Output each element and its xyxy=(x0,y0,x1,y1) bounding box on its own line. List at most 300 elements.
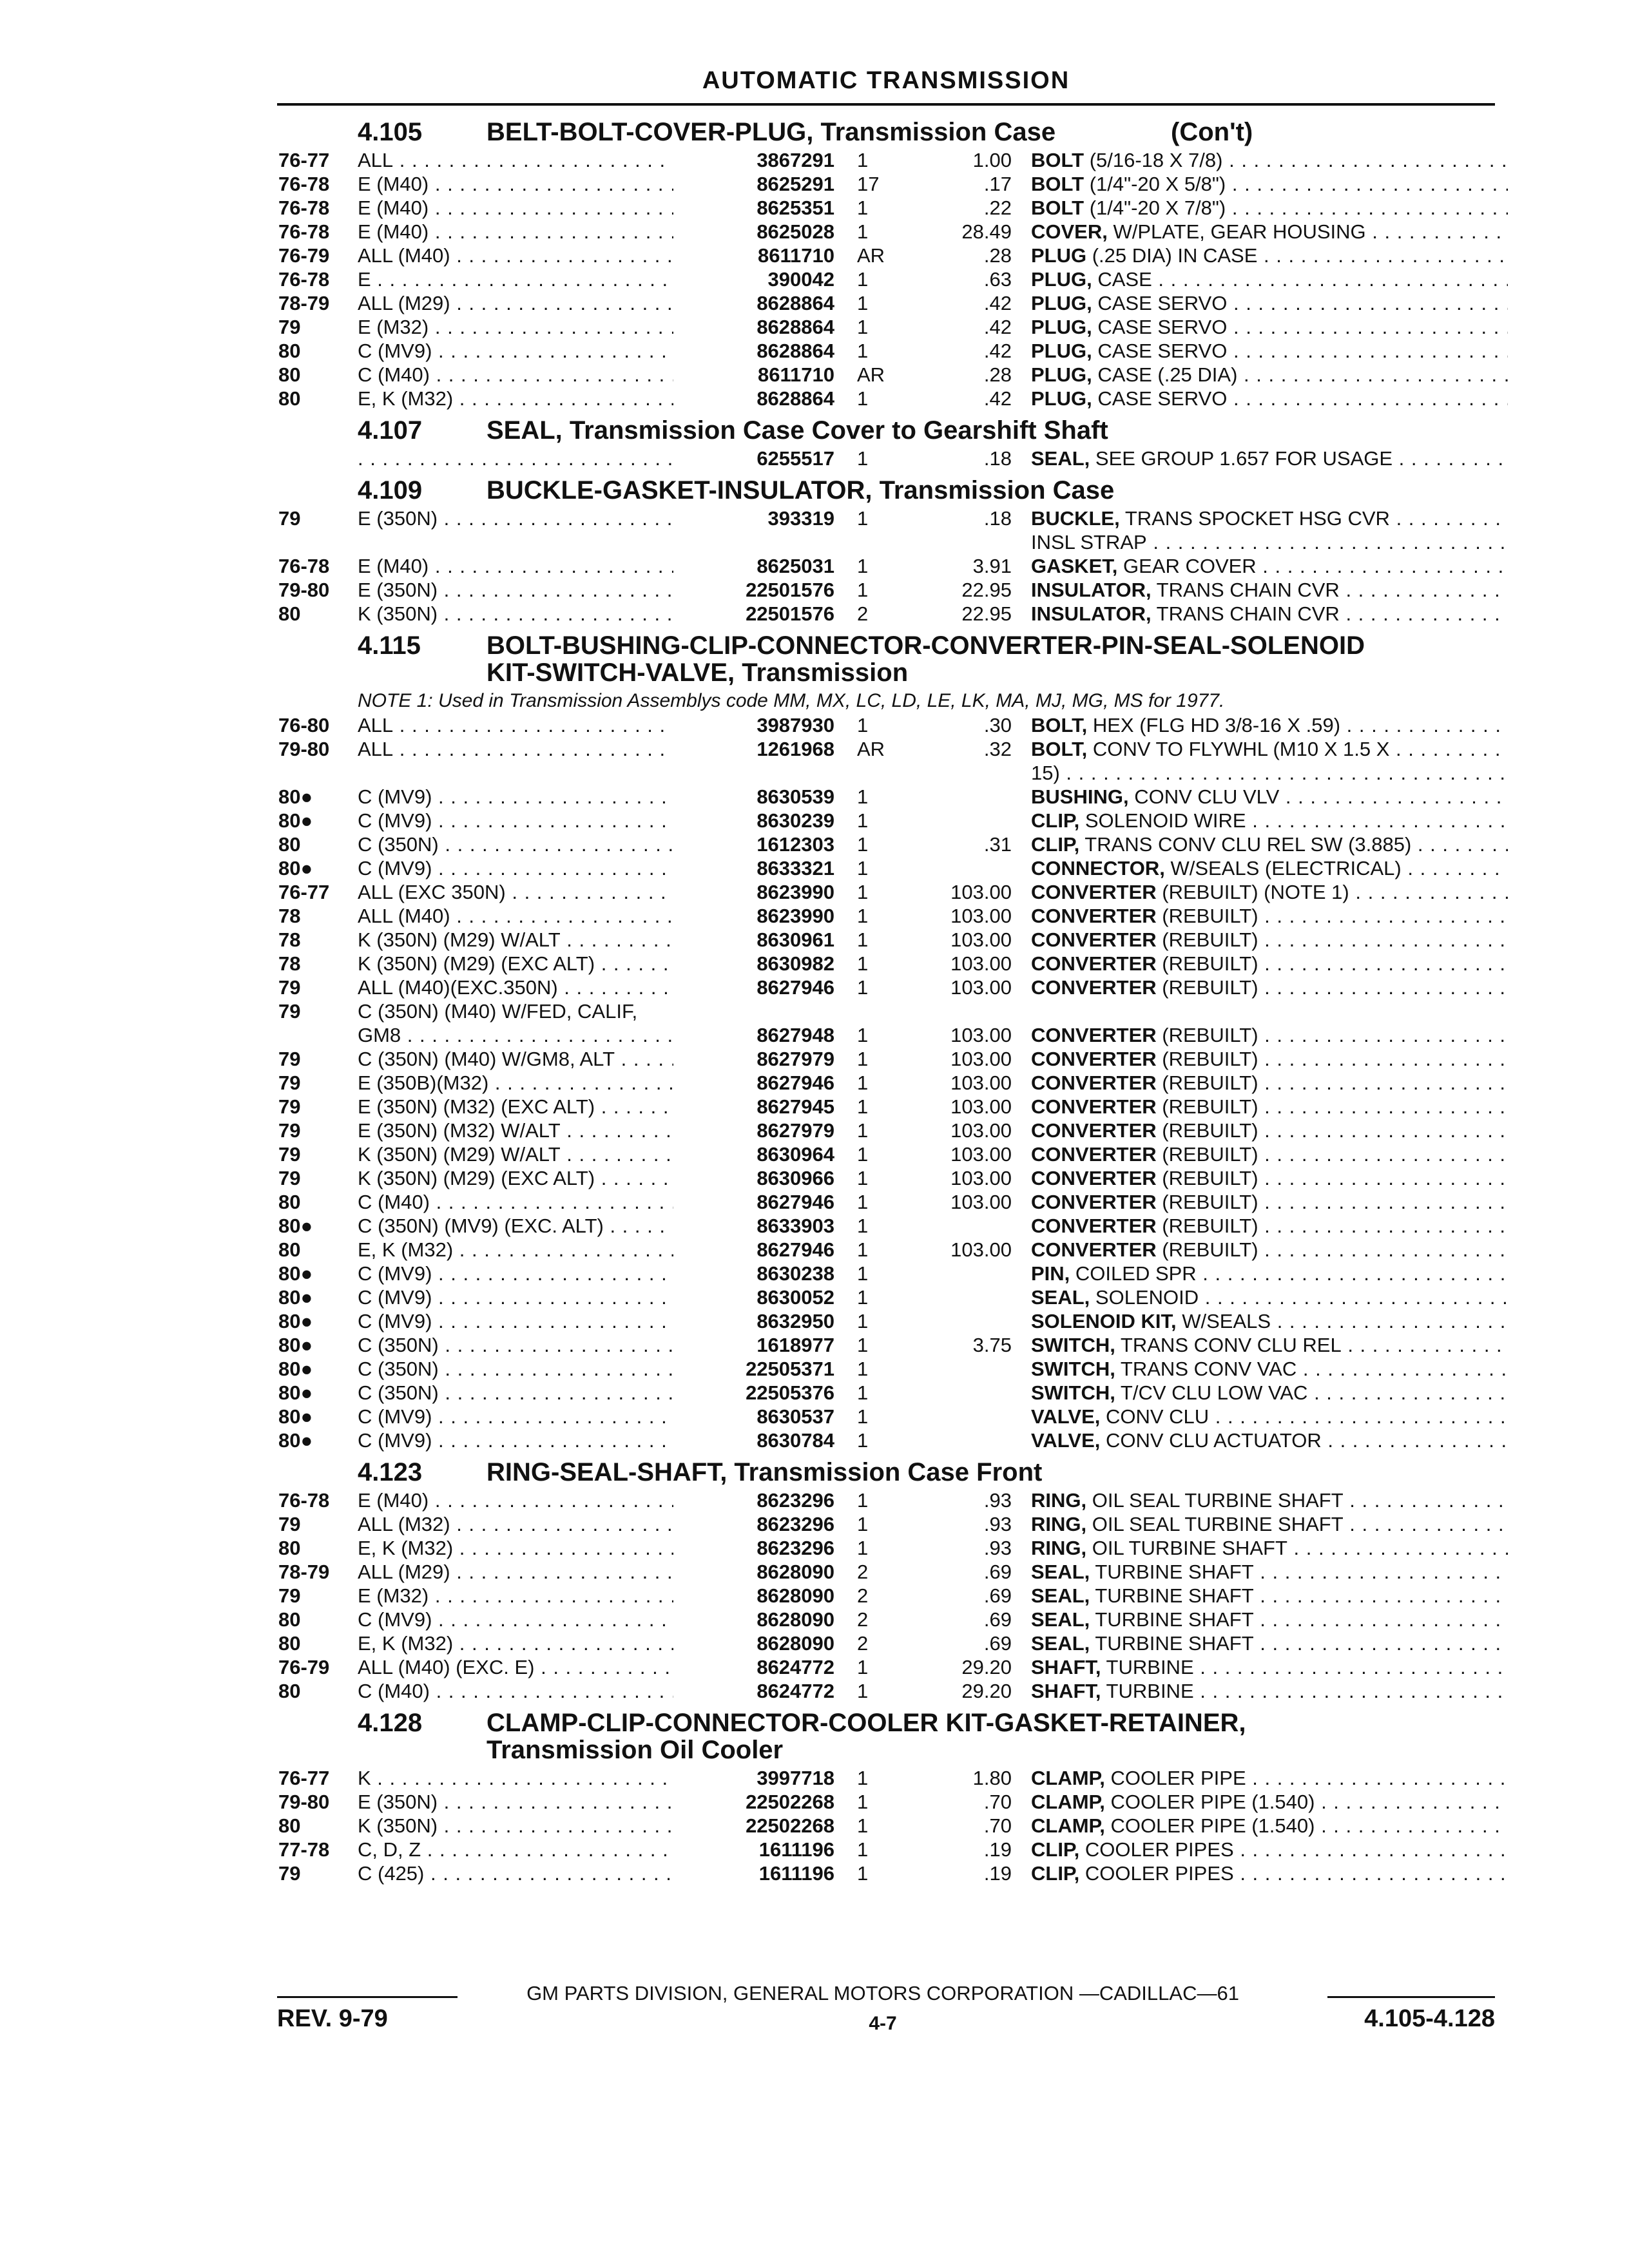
part-number: 8628090 xyxy=(757,1584,834,1607)
price: 103.00 xyxy=(950,1191,1012,1213)
description: SWITCH, TRANS CONV VAC . . . xyxy=(1031,1357,1508,1381)
description: PLUG (.25 DIA) IN CASE . . . xyxy=(1031,244,1508,267)
quantity: 1 xyxy=(857,1489,869,1512)
price: 103.00 xyxy=(950,976,1012,999)
description-keyword: INSULATOR, xyxy=(1031,579,1152,601)
quantity: 1 xyxy=(857,507,869,530)
parts-row xyxy=(0,315,1629,339)
application: E (M32) . . . xyxy=(358,315,673,339)
application: E (M40) . . . xyxy=(358,554,673,578)
section-title-line: RING-SEAL-SHAFT, Transmission Case Front xyxy=(487,1458,1043,1486)
description: CONVERTER (REBUILT) (NOTE 1) . . . xyxy=(1031,880,1508,904)
quantity: 1 xyxy=(857,197,869,219)
description: SEAL, TURBINE SHAFT . . . xyxy=(1031,1584,1508,1608)
quantity: 1 xyxy=(857,220,869,243)
description: SHAFT, TURBINE . . . xyxy=(1031,1655,1508,1679)
quantity: AR xyxy=(857,738,885,760)
description: CONVERTER (REBUILT) . . . xyxy=(1031,1023,1508,1047)
description: BOLT (1/4"-20 X 7/8") . . . xyxy=(1031,196,1508,220)
quantity: 1 xyxy=(857,1143,869,1166)
part-number: 8630961 xyxy=(757,928,834,951)
application: C (M40) . . . xyxy=(358,363,673,387)
application: E, K (M32) . . . xyxy=(358,387,673,410)
description-keyword: CLIP, xyxy=(1031,833,1080,856)
description-keyword: PIN, xyxy=(1031,1262,1070,1285)
part-number: 8628090 xyxy=(757,1561,834,1583)
price: 103.00 xyxy=(950,1119,1012,1142)
description-keyword: SEAL, xyxy=(1031,1632,1090,1655)
application: C (350N) (MV9) (EXC. ALT) . . . xyxy=(358,1214,673,1238)
application: K (350N) (M29) (EXC ALT) . . . xyxy=(358,952,673,975)
parts-row xyxy=(0,1142,1629,1166)
description-keyword: SEAL, xyxy=(1031,1561,1090,1583)
part-number: 8628864 xyxy=(757,387,834,410)
parts-row xyxy=(0,1584,1629,1608)
description-keyword: PLUG xyxy=(1031,244,1087,267)
model-year: 78 xyxy=(278,952,301,975)
description: CONVERTER (REBUILT) . . . xyxy=(1031,1119,1508,1142)
price: .70 xyxy=(983,1814,1012,1837)
description: CONVERTER (REBUILT) . . . xyxy=(1031,928,1508,952)
section-title xyxy=(487,477,1505,504)
parts-row xyxy=(0,578,1629,602)
description: CONNECTOR, W/SEALS (ELECTRICAL) . . . xyxy=(1031,856,1508,880)
quantity: 1 xyxy=(857,316,869,338)
description-keyword: CONVERTER xyxy=(1031,1143,1157,1166)
parts-row xyxy=(0,904,1629,928)
description-keyword: INSULATOR, xyxy=(1031,602,1152,625)
application: E (350N) . . . xyxy=(358,506,673,530)
application: C (MV9) . . . xyxy=(358,809,673,832)
description-keyword: CONVERTER xyxy=(1031,1072,1157,1094)
publisher-line: GM PARTS DIVISION, GENERAL MOTORS CORPORATION —CADILLAC—61 xyxy=(526,1982,1239,2004)
parts-row xyxy=(0,339,1629,363)
description-keyword: BOLT, xyxy=(1031,714,1088,736)
model-year: 79-80 xyxy=(278,579,330,601)
part-number: 8628090 xyxy=(757,1632,834,1655)
part-number: 8627948 xyxy=(757,1024,834,1046)
parts-row xyxy=(0,999,1629,1023)
description-keyword: PLUG, xyxy=(1031,387,1092,410)
part-number: 8630966 xyxy=(757,1167,834,1189)
price: .69 xyxy=(983,1584,1012,1607)
quantity: 1 xyxy=(857,1119,869,1142)
price: .30 xyxy=(983,714,1012,736)
part-number: 8630537 xyxy=(757,1405,834,1428)
parts-row xyxy=(0,1285,1629,1309)
part-number: 1261968 xyxy=(757,738,834,760)
description-keyword: CONVERTER xyxy=(1031,1167,1157,1189)
parts-row xyxy=(0,220,1629,244)
part-number: 8627946 xyxy=(757,1238,834,1261)
price: .17 xyxy=(983,173,1012,195)
description-keyword: PLUG, xyxy=(1031,268,1092,291)
application: C (MV9) . . . xyxy=(358,1309,673,1333)
application: ALL (M40)(EXC.350N) . . . xyxy=(358,975,673,999)
application: E (350N) . . . xyxy=(358,578,673,602)
section-title-line: BELT-BOLT-COVER-PLUG, Transmission Case xyxy=(487,118,1056,146)
description-keyword: PLUG, xyxy=(1031,340,1092,362)
description: RING, OIL TURBINE SHAFT . . . xyxy=(1031,1536,1508,1560)
section-title xyxy=(487,1459,1505,1486)
quantity: 1 xyxy=(857,857,869,879)
model-year: 80● xyxy=(278,1334,313,1356)
quantity: 1 xyxy=(857,1791,869,1813)
part-number: 8630239 xyxy=(757,809,834,832)
quantity: 1 xyxy=(857,952,869,975)
description: CLAMP, COOLER PIPE (1.540) . . . xyxy=(1031,1790,1508,1814)
description: INSL STRAP . . . xyxy=(1031,530,1508,554)
part-number: 8623990 xyxy=(757,905,834,927)
section-number: 4.123 xyxy=(358,1458,423,1486)
model-year: 78-79 xyxy=(278,292,330,314)
model-year: 80 xyxy=(278,1680,301,1702)
description: CONVERTER (REBUILT) . . . xyxy=(1031,904,1508,928)
parts-row xyxy=(0,1095,1629,1119)
parts-row xyxy=(0,148,1629,172)
model-year: 79 xyxy=(278,1143,301,1166)
description: 15) . . . xyxy=(1031,761,1508,785)
description-keyword: CLAMP, xyxy=(1031,1814,1105,1837)
application: C (350N) (M40) W/FED, CALIF, xyxy=(358,1000,638,1023)
description-keyword: CONVERTER xyxy=(1031,928,1157,951)
description: SOLENOID KIT, W/SEALS . . . xyxy=(1031,1309,1508,1333)
description: PLUG, CASE SERVO . . . xyxy=(1031,315,1508,339)
quantity: AR xyxy=(857,244,885,267)
model-year: 80 xyxy=(278,363,301,386)
price: .28 xyxy=(983,363,1012,386)
section-title-line: KIT-SWITCH-VALVE, Transmission xyxy=(487,658,909,687)
model-year: 79 xyxy=(278,1513,301,1535)
description: CLIP, COOLER PIPES . . . xyxy=(1031,1861,1508,1885)
description: PLUG, CASE SERVO . . . xyxy=(1031,339,1508,363)
parts-row xyxy=(0,1679,1629,1703)
part-number: 22505371 xyxy=(746,1358,834,1380)
part-number: 8623296 xyxy=(757,1489,834,1512)
description-keyword: SWITCH, xyxy=(1031,1381,1115,1404)
continued-label: (Con't) xyxy=(1171,118,1253,146)
section-title xyxy=(487,1709,1505,1763)
application: K (350N) . . . xyxy=(358,1814,673,1838)
quantity: 1 xyxy=(857,785,869,808)
part-number: 8630964 xyxy=(757,1143,834,1166)
model-year: 80● xyxy=(278,1429,313,1452)
model-year: 76-78 xyxy=(278,197,330,219)
price: .42 xyxy=(983,387,1012,410)
price: .19 xyxy=(983,1862,1012,1885)
model-year: 79 xyxy=(278,1167,301,1189)
description-keyword: RING, xyxy=(1031,1537,1087,1559)
part-number: 8623296 xyxy=(757,1513,834,1535)
quantity: 1 xyxy=(857,809,869,832)
price: .32 xyxy=(983,738,1012,760)
part-number: 8633903 xyxy=(757,1215,834,1237)
model-year: 80 xyxy=(278,1238,301,1261)
section-title-line: SEAL, Transmission Case Cover to Gearshift Shaft xyxy=(487,416,1108,445)
section-range: 4.105-4.128 xyxy=(1364,2005,1495,2032)
application: C (MV9) . . . xyxy=(358,1428,673,1452)
parts-row xyxy=(0,1405,1629,1428)
part-number: 8623296 xyxy=(757,1537,834,1559)
part-number: 8625031 xyxy=(757,555,834,577)
description-keyword: PLUG, xyxy=(1031,316,1092,338)
parts-row xyxy=(0,880,1629,904)
description: RING, OIL SEAL TURBINE SHAFT . . . xyxy=(1031,1512,1508,1536)
description-keyword: COVER, xyxy=(1031,220,1108,243)
description-keyword: SHAFT, xyxy=(1031,1656,1101,1678)
price: .93 xyxy=(983,1537,1012,1559)
parts-row xyxy=(0,737,1629,761)
parts-row xyxy=(0,1536,1629,1560)
quantity: 1 xyxy=(857,1048,869,1070)
description: CONVERTER (REBUILT) . . . xyxy=(1031,952,1508,975)
part-number: 393319 xyxy=(767,507,834,530)
model-year: 80● xyxy=(278,1215,313,1237)
parts-row xyxy=(0,196,1629,220)
price: 103.00 xyxy=(950,1143,1012,1166)
description-keyword: SOLENOID KIT, xyxy=(1031,1310,1177,1332)
parts-row xyxy=(0,1814,1629,1838)
description: CLIP, TRANS CONV CLU REL SW (3.885) . . . xyxy=(1031,832,1508,856)
part-number: 3997718 xyxy=(757,1767,834,1789)
parts-row xyxy=(0,554,1629,578)
model-year: 79 xyxy=(278,1000,301,1023)
price: .93 xyxy=(983,1489,1012,1512)
quantity: 1 xyxy=(857,1095,869,1118)
price: 29.20 xyxy=(961,1680,1012,1702)
section-number: 4.115 xyxy=(358,631,421,660)
section-number: 4.109 xyxy=(358,476,423,505)
application: C (350N) (M40) W/GM8, ALT . . . xyxy=(358,1047,673,1071)
application: ALL . . . xyxy=(358,737,673,761)
part-number: 1611196 xyxy=(758,1838,834,1861)
description-keyword: SEAL, xyxy=(1031,1584,1090,1607)
quantity: 1 xyxy=(857,1814,869,1837)
parts-row xyxy=(0,1838,1629,1861)
quantity: 1 xyxy=(857,714,869,736)
quantity: 1 xyxy=(857,928,869,951)
quantity: 1 xyxy=(857,268,869,291)
quantity: 1 xyxy=(857,1310,869,1332)
application: E (M32) . . . xyxy=(358,1584,673,1608)
parts-row xyxy=(0,1861,1629,1885)
model-year: 79-80 xyxy=(278,1791,330,1813)
part-number: 8628090 xyxy=(757,1608,834,1631)
application: ALL (M40) . . . xyxy=(358,244,673,267)
description: BUSHING, CONV CLU VLV . . . xyxy=(1031,785,1508,809)
description: INSULATOR, TRANS CHAIN CVR . . . xyxy=(1031,602,1508,626)
parts-row xyxy=(0,1023,1629,1047)
model-year: 80● xyxy=(278,1262,313,1285)
quantity: 17 xyxy=(857,173,880,195)
description: CLIP, SOLENOID WIRE . . . xyxy=(1031,809,1508,832)
application: C (MV9) . . . xyxy=(358,856,673,880)
description-keyword: CLIP, xyxy=(1031,1862,1080,1885)
part-number: 8625351 xyxy=(757,197,834,219)
quantity: 2 xyxy=(857,1632,869,1655)
description: SEAL, TURBINE SHAFT . . . xyxy=(1031,1608,1508,1631)
model-year: 79 xyxy=(278,1095,301,1118)
description: BUCKLE, TRANS SPOCKET HSG CVR . . . xyxy=(1031,506,1508,530)
model-year: 80● xyxy=(278,1381,313,1404)
model-year: 79 xyxy=(278,1119,301,1142)
parts-row xyxy=(0,506,1629,530)
model-year: 80● xyxy=(278,1358,313,1380)
parts-row xyxy=(0,1631,1629,1655)
description: CLIP, COOLER PIPES . . . xyxy=(1031,1838,1508,1861)
quantity: 1 xyxy=(857,1286,869,1309)
quantity: 1 xyxy=(857,387,869,410)
footer-rule-left xyxy=(277,1996,458,1998)
quantity: AR xyxy=(857,363,885,386)
part-number: 3987930 xyxy=(757,714,834,736)
description-keyword: CONVERTER xyxy=(1031,881,1157,903)
parts-row xyxy=(0,172,1629,196)
model-year: 80● xyxy=(278,1310,313,1332)
model-year: 80 xyxy=(278,340,301,362)
parts-row xyxy=(0,975,1629,999)
price: 103.00 xyxy=(950,1095,1012,1118)
description: SWITCH, T/CV CLU LOW VAC . . . xyxy=(1031,1381,1508,1405)
parts-row xyxy=(0,1309,1629,1333)
quantity: 2 xyxy=(857,1608,869,1631)
model-year: 80 xyxy=(278,1191,301,1213)
part-number: 8628864 xyxy=(757,316,834,338)
application: ALL (M29) . . . xyxy=(358,291,673,315)
description: CONVERTER (REBUILT) . . . xyxy=(1031,1095,1508,1119)
price: 103.00 xyxy=(950,881,1012,903)
part-number: 8625028 xyxy=(757,220,834,243)
description-keyword: PLUG, xyxy=(1031,292,1092,314)
description-keyword: CLIP, xyxy=(1031,1838,1080,1861)
model-year: 80● xyxy=(278,857,313,879)
model-year: 78 xyxy=(278,905,301,927)
description: CONVERTER (REBUILT) . . . xyxy=(1031,1071,1508,1095)
part-number: 1611196 xyxy=(758,1862,834,1885)
application: C (MV9) . . . xyxy=(358,1262,673,1285)
description: CONVERTER (REBUILT) . . . xyxy=(1031,1238,1508,1262)
parts-row xyxy=(0,1608,1629,1631)
description: CLAMP, COOLER PIPE (1.540) . . . xyxy=(1031,1814,1508,1838)
description: PLUG, CASE SERVO . . . xyxy=(1031,291,1508,315)
part-number: 8630982 xyxy=(757,952,834,975)
quantity: 1 xyxy=(857,1656,869,1678)
description-keyword: BOLT, xyxy=(1031,738,1088,760)
parts-row xyxy=(0,1766,1629,1790)
quantity: 1 xyxy=(857,447,869,470)
description-keyword: BOLT xyxy=(1031,173,1084,195)
application: E (M40) . . . xyxy=(358,1488,673,1512)
price: .22 xyxy=(983,197,1012,219)
header-rule xyxy=(277,103,1495,106)
description-keyword: CONVERTER xyxy=(1031,952,1157,975)
description-keyword: CONNECTOR, xyxy=(1031,857,1165,879)
part-number: 22502268 xyxy=(746,1791,834,1813)
part-number: 8623990 xyxy=(757,881,834,903)
application: ALL (M32) . . . xyxy=(358,1512,673,1536)
quantity: 1 xyxy=(857,579,869,601)
part-number: 6255517 xyxy=(757,447,834,470)
application: E, K (M32) . . . xyxy=(358,1631,673,1655)
description-keyword: CONVERTER xyxy=(1031,1191,1157,1213)
description: CONVERTER (REBUILT) . . . xyxy=(1031,1047,1508,1071)
description-keyword: VALVE, xyxy=(1031,1405,1101,1428)
quantity: 1 xyxy=(857,340,869,362)
description-keyword: CLIP, xyxy=(1031,809,1080,832)
part-number: 390042 xyxy=(767,268,834,291)
model-year: 79 xyxy=(278,1862,301,1885)
part-number: 8630238 xyxy=(757,1262,834,1285)
model-year: 79 xyxy=(278,507,301,530)
price: 22.95 xyxy=(961,579,1012,601)
section-title xyxy=(487,417,1505,444)
description: SEAL, TURBINE SHAFT . . . xyxy=(1031,1631,1508,1655)
description: PIN, COILED SPR . . . xyxy=(1031,1262,1508,1285)
model-year: 76-78 xyxy=(278,173,330,195)
description: SWITCH, TRANS CONV CLU REL . . . xyxy=(1031,1333,1508,1357)
description: BOLT, CONV TO FLYWHL (M10 X 1.5 X . . . xyxy=(1031,737,1508,761)
price: 3.75 xyxy=(972,1334,1012,1356)
price: .42 xyxy=(983,292,1012,314)
price: 103.00 xyxy=(950,928,1012,951)
model-year: 80 xyxy=(278,387,301,410)
model-year: 80● xyxy=(278,809,313,832)
model-year: 76-78 xyxy=(278,268,330,291)
price: 1.80 xyxy=(972,1767,1012,1789)
model-year: 76-79 xyxy=(278,1656,330,1678)
price: 28.49 xyxy=(961,220,1012,243)
application: E . . . xyxy=(358,267,673,291)
quantity: 2 xyxy=(857,1584,869,1607)
parts-row xyxy=(0,1238,1629,1262)
part-number: 8611710 xyxy=(758,363,834,386)
quantity: 1 xyxy=(857,905,869,927)
quantity: 1 xyxy=(857,833,869,856)
application: ALL (M29) . . . xyxy=(358,1560,673,1584)
price: 103.00 xyxy=(950,905,1012,927)
model-year: 76-78 xyxy=(278,1489,330,1512)
parts-row xyxy=(0,1190,1629,1214)
price: 103.00 xyxy=(950,1072,1012,1094)
model-year: 79 xyxy=(278,1584,301,1607)
description-keyword: BUCKLE, xyxy=(1031,507,1120,530)
model-year: 80 xyxy=(278,1814,301,1837)
page-number: 4-7 xyxy=(869,2013,897,2034)
quantity: 1 xyxy=(857,1405,869,1428)
parts-row xyxy=(0,1071,1629,1095)
price: 103.00 xyxy=(950,952,1012,975)
part-number: 8630784 xyxy=(757,1429,834,1452)
description-keyword: CONVERTER xyxy=(1031,905,1157,927)
part-number: 8630539 xyxy=(757,785,834,808)
quantity: 1 xyxy=(857,1680,869,1702)
price: .18 xyxy=(983,507,1012,530)
quantity: 1 xyxy=(857,1862,869,1885)
part-number: 8611710 xyxy=(758,244,834,267)
part-number: 22501576 xyxy=(746,602,834,625)
parts-row xyxy=(0,1790,1629,1814)
price: .31 xyxy=(983,833,1012,856)
parts-row xyxy=(0,387,1629,410)
description-keyword: SWITCH, xyxy=(1031,1358,1115,1380)
description-keyword: BUSHING, xyxy=(1031,785,1129,808)
application: C (M40) . . . xyxy=(358,1190,673,1214)
parts-row xyxy=(0,602,1629,626)
description: SEAL, SOLENOID . . . xyxy=(1031,1285,1508,1309)
description-keyword: SEAL, xyxy=(1031,1286,1090,1309)
description-keyword: SHAFT, xyxy=(1031,1680,1101,1702)
application: C (350N) . . . xyxy=(358,832,673,856)
